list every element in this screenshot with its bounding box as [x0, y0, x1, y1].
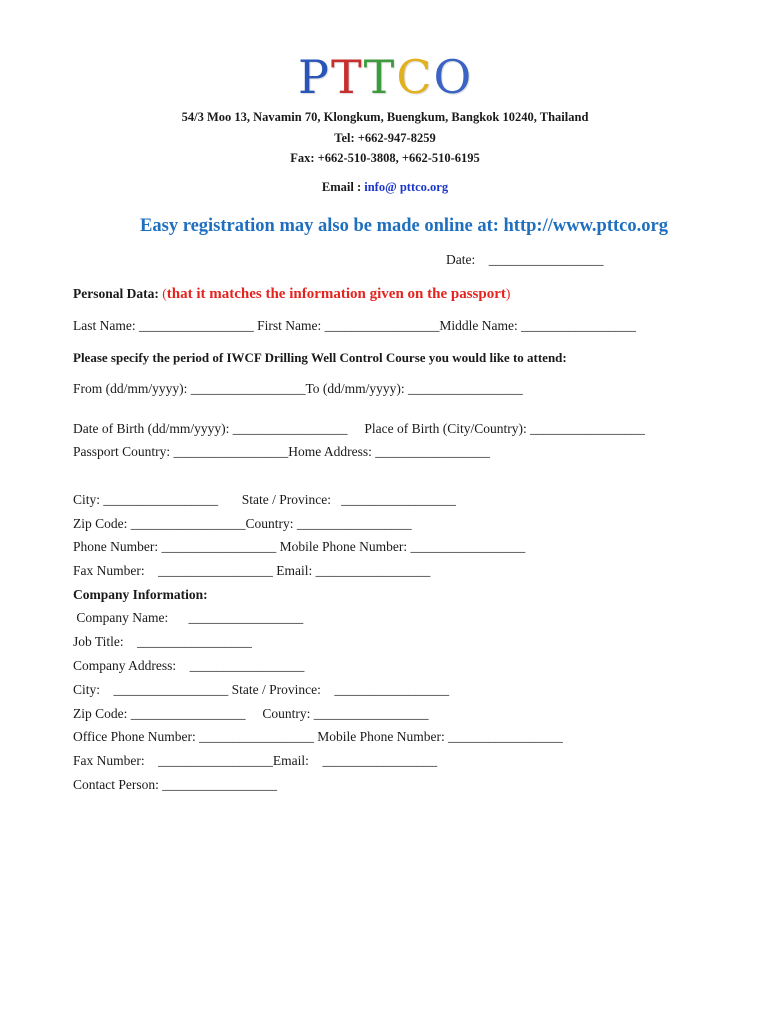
company-tel: Tel: +662-947-8259	[334, 131, 436, 145]
passport-address-fields[interactable]: Passport Country: _________________Home Address: _________________	[73, 444, 490, 459]
logo-letter: P	[298, 50, 331, 104]
online-registration-note: Easy registration may also be made online at: http://www.pttco.org	[140, 216, 668, 236]
email-link[interactable]: info@ pttco.org	[364, 180, 449, 194]
passport-note: that it matches the information given on the passport	[166, 286, 506, 302]
company-fax-email-fields[interactable]: Fax Number: _________________Email: _________________	[73, 753, 438, 768]
logo-letter: O	[433, 50, 474, 104]
course-period-question: Please specify the period of IWCF Drilling Well Control Course you would like to attend:	[73, 350, 567, 365]
personal-data-label: Personal Data:	[73, 286, 163, 301]
email-label: Email :	[321, 180, 365, 194]
course-period-fields[interactable]: From (dd/mm/yyyy): _________________To (dd/mm/yyyy): _________________	[73, 381, 523, 396]
phone-fields[interactable]: Phone Number: _________________ Mobile Phone Number: _________________	[73, 539, 526, 554]
zip-country-fields[interactable]: Zip Code: _________________Country: _________________	[73, 516, 412, 531]
contact-person-field[interactable]: Contact Person: _________________	[73, 777, 277, 792]
name-fields[interactable]: Last Name: _________________ First Name: _________________Middle Name: _________________	[73, 318, 636, 333]
company-fax: Fax: +662-510-3808, +662-510-6195	[290, 151, 480, 165]
job-title-field[interactable]: Job Title: _________________	[73, 634, 252, 649]
logo-letter: T	[363, 50, 397, 104]
city-state-fields[interactable]: City: _________________ State / Province: _________________	[73, 492, 456, 507]
company-name-field[interactable]: Company Name: _________________	[73, 610, 304, 625]
office-phone-fields[interactable]: Office Phone Number: _________________ Mobile Phone Number: _________________	[73, 729, 563, 744]
fax-email-fields[interactable]: Fax Number: _________________ Email: _________________	[73, 563, 431, 578]
paren-close: )	[505, 286, 511, 301]
company-address-field[interactable]: Company Address: _________________	[73, 658, 305, 673]
date-field[interactable]: Date: _________________	[446, 252, 604, 267]
company-information-heading: Company Information:	[73, 587, 208, 602]
personal-data-heading	[73, 285, 510, 303]
birth-fields[interactable]: Date of Birth (dd/mm/yyyy): _________________ Place of Birth (City/Country): _________________	[73, 421, 645, 436]
company-email	[0, 180, 770, 195]
pttco-logo	[298, 52, 488, 102]
paren-open: (	[162, 286, 167, 301]
company-zip-country-fields[interactable]: Zip Code: _________________ Country: _________________	[73, 706, 429, 721]
company-city-state-fields[interactable]: City: _________________ State / Province: _________________	[73, 682, 450, 697]
logo-letter: C	[396, 50, 434, 104]
company-address: 54/3 Moo 13, Navamin 70, Klongkum, Buengkum, Bangkok 10240, Thailand	[181, 110, 589, 124]
logo-letter: T	[330, 50, 364, 104]
